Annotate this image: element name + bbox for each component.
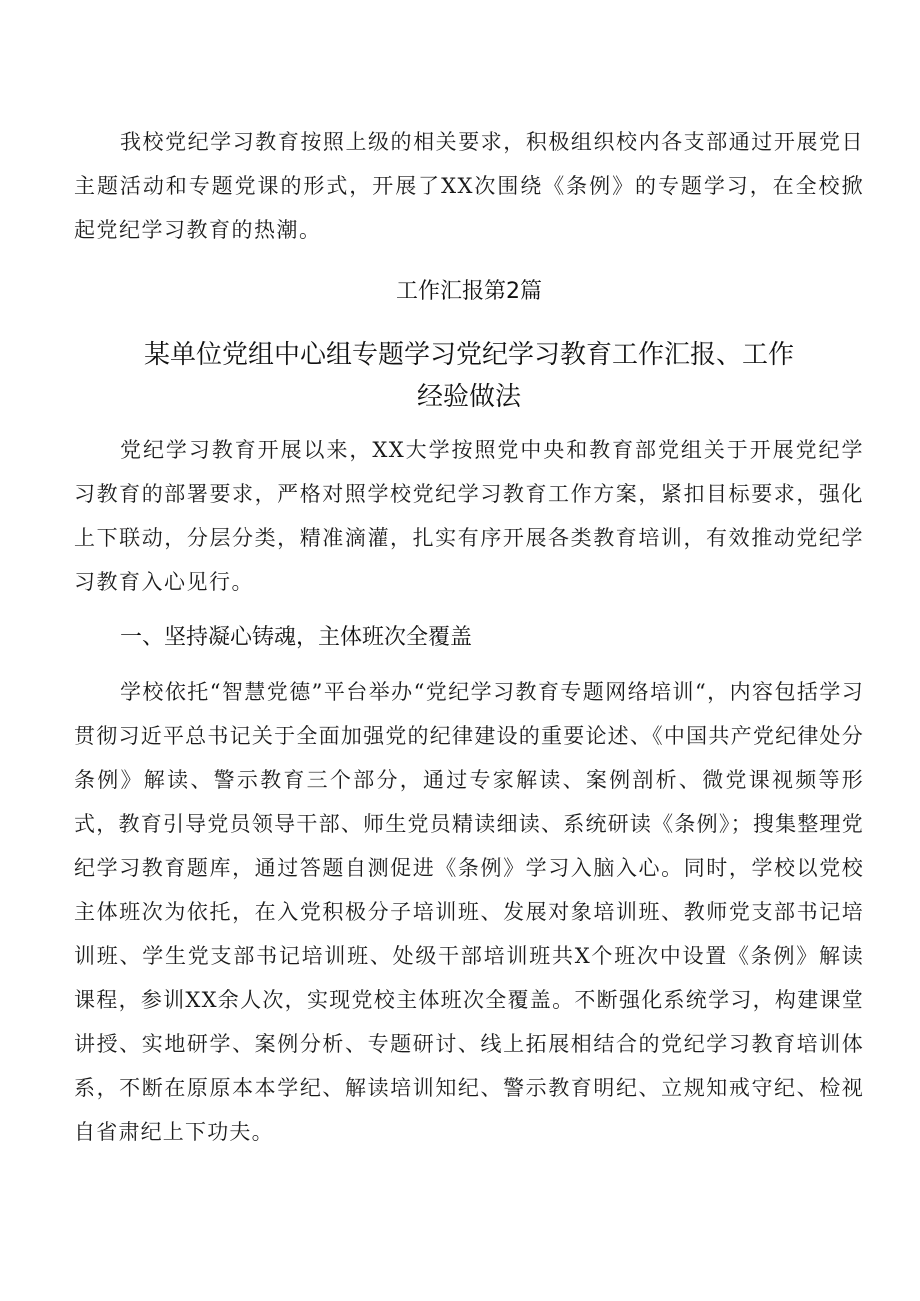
body-paragraph-3: 学校依托“智慧党德”平台举办“党纪学习教育专题网络培训“，内容包括学习贯彻习近平总书记关于全面加强党的纪律建设的重要论述、《中国共产党纪律处分条例》解读、警示教育三个部分，通过专家解读、案例剖析、微党课视频等形式，教育引导党员领导干部、师生党员精读细读、系统研读《条例》；搜集整理党纪学习教育题库，通过答题自测促进《条例》学习入脑入心。同时，学校以党校主体班次为依托，在入党积极分子培训班、发展对象培训班、教师党支部书记培训班、学生党支部书记培训班、处级干部培训班共X个班次中设置《条例》解读课程，参训XX余人次，实现党校主体班次全覆盖。不断强化系统学习，构建课堂讲授、实地研学、案例分析、专题研讨、线上拓展相结合的党纪学习教育培训体系，不断在原原本本学纪、解读培训知纪、警示教育明纪、立规知戒守纪、检视自省肃纪上下功夫。	[74, 680, 864, 1144]
body-paragraph-2: 党纪学习教育开展以来，XX大学按照党中央和教育部党组关于开展党纪学习教育的部署要求，严格对照学校党纪学习教育工作方案，紧扣目标要求，强化上下联动，分层分类，精准滴灌，扎实有序开展各类教育培训，有效推动党纪学习教育入心见行。	[74, 438, 864, 594]
document-title	[74, 334, 864, 418]
document-subtitle: 工作汇报第2篇	[396, 279, 542, 304]
document-title-line-2: 经验做法	[416, 382, 521, 412]
document-title-line-1: 某单位党组中心组专题学习党纪学习教育工作汇报、工作	[143, 340, 794, 370]
section-heading: 一、坚持凝心铸魂，主体班次全覆盖	[120, 625, 473, 650]
intro-paragraph: 我校党纪学习教育按照上级的相关要求，积极组织校内各支部通过开展党日主题活动和专题党课的形式，开展了XX次围绕《条例》的专题学习，在全校掀起党纪学习教育的热潮。	[74, 130, 864, 242]
